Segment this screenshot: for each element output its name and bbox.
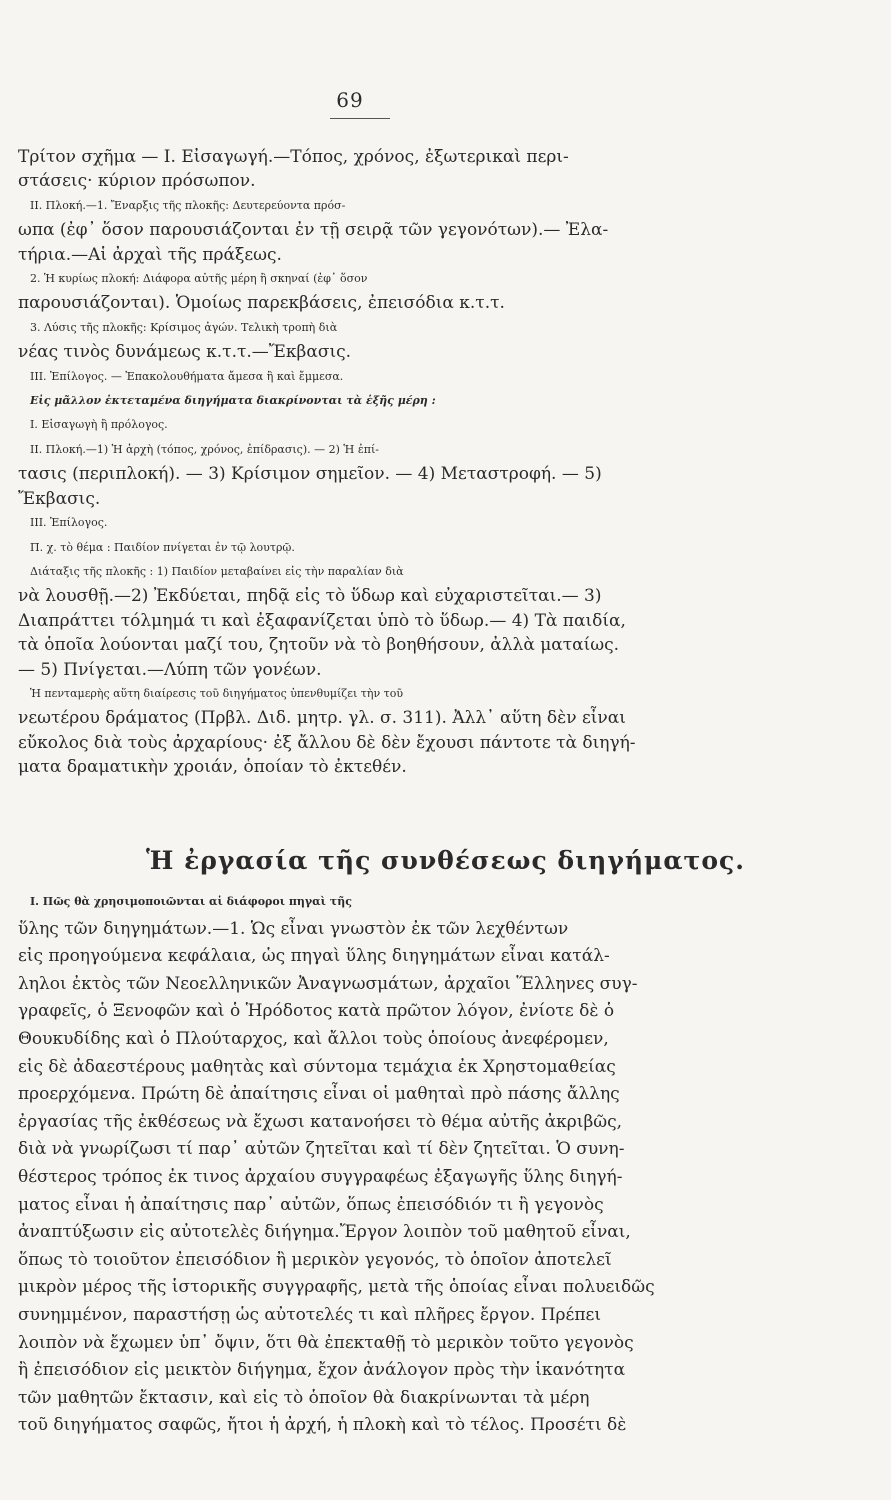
text-line: — 5) Πνίγεται.—Λύπη τῶν γονέων. (18, 659, 322, 680)
text-line: τήρια.—Αἱ ἀρχαὶ τῆς πράξεως. (18, 244, 282, 265)
text-line: Ἔκβασις. (18, 488, 101, 509)
text-line: Διάταξις τῆς πλοκῆς : 1) Παιδίον μεταβαίνει εἰς τὴν παραλίαν διὰ (30, 564, 404, 578)
text-line: ὕλης τῶν διηγημάτων.—1. Ὡς εἶναι γνωστὸν ἐκ τῶν λεχθέντων (18, 918, 569, 939)
text-line: Θουκυδίδης καὶ ὁ Πλούταρχος, καὶ ἄλλοι τοὺς ὁποίους ἀνεφέρομεν, (18, 1028, 609, 1049)
section-title: Ἡ ἐργασία τῆς συνθέσεως διηγήματος. (146, 846, 745, 875)
composition-section (18, 888, 718, 1440)
text-line: Ἡ πενταμερὴς αὕτη διαίρεσις τοῦ διηγήματος ὑπενθυμίζει τὴν τοῦ (30, 686, 404, 700)
text-line: ΙΙΙ. Ἐπίλογος. — Ἐπακολουθήματα ἄμεσα ἢ καὶ ἔμμεσα. (30, 369, 344, 383)
text-line: ὅπως τὸ τοιοῦτον ἐπεισόδιον ἢ μερικὸν γεγονός, τὸ ὁποῖον ἀποτελεῖ (18, 1249, 612, 1270)
text-line: εὔκολος διὰ τοὺς ἀρχαρίους· ἐξ ἄλλου δὲ δὲν ἔχουσι πάντοτε τὰ διηγή- (18, 732, 636, 753)
text-line: Εἰς μᾶλλον ἐκτεταμένα διηγήματα διακρίνονται τὰ ἑξῆς μέρη : (30, 394, 436, 408)
text-line: ληλοι ἐκτὸς τῶν Νεοελληνικῶν Ἀναγνωσμάτων, ἀρχαῖοι Ἕλληνες συγ- (18, 973, 638, 994)
outline-section (18, 145, 718, 780)
text-line: τῶν μαθητῶν ἔκτασιν, καὶ εἰς τὸ ὁποῖον θὰ διακρίνωνται τὰ μέρη (18, 1387, 590, 1408)
text-line: λοιπὸν νὰ ἔχωμεν ὑπ᾿ ὄψιν, ὅτι θὰ ἐπεκταθῇ τὸ μερικὸν τοῦτο γεγονὸς (18, 1332, 634, 1353)
header-rule (330, 118, 390, 119)
text-line: νέας τινὸς δυνάμεως κ.τ.τ.—Ἔκβασις. (18, 342, 352, 363)
text-line: εἰς δὲ ἀδαεστέρους μαθητὰς καὶ σύντομα τεμάχια ἐκ Χρηστομαθείας (18, 1056, 616, 1077)
text-line: ΙΙ. Πλοκή.—1. Ἔναρξις τῆς πλοκῆς: Δευτερεύοντα πρόσ- (30, 198, 346, 212)
text-line: ΙΙΙ. Ἐπίλογος. (30, 516, 108, 530)
text-line: παρουσιάζονται). Ὁμοίως παρεκβάσεις, ἐπεισόδια κ.τ.τ. (18, 293, 505, 314)
text-line: ΙΙ. Πλοκή.—1) Ἡ ἀρχὴ (τόπος, χρόνος, ἐπίδρασις). — 2) Ἡ ἐπί- (30, 442, 379, 456)
text-line: 2. Ἡ κυρίως πλοκή: Διάφορα αὐτῆς μέρη ἢ σκηναί (ἐφ᾿ ὅσον (30, 272, 368, 286)
text-line: εἰς προηγούμενα κεφάλαια, ὡς πηγαὶ ὕλης διηγημάτων εἶναι κατάλ- (18, 946, 610, 967)
text-line: Ι. Εἰσαγωγὴ ἢ πρόλογος. (30, 418, 168, 432)
page-number: 69 (336, 88, 364, 112)
text-line: προερχόμενα. Πρώτη δὲ ἀπαίτησις εἶναι οἱ μαθηταὶ πρὸ πάσης ἄλλης (18, 1084, 620, 1105)
text-line: τασις (περιπλοκή). — 3) Κρίσιμον σημεῖον. — 4) Μεταστροφή. — 5) (18, 464, 602, 485)
text-line: Π. χ. τὸ θέμα : Παιδίον πνίγεται ἐν τῷ λουτρῷ. (30, 540, 295, 554)
text-line: διὰ νὰ γνωρίζωσι τί παρ᾿ αὐτῶν ζητεῖται καὶ τί δὲν ζητεῖται. Ὁ συνη- (18, 1139, 625, 1160)
text-line: νὰ λουσθῇ.—2) Ἐκδύεται, πηδᾷ εἰς τὸ ὕδωρ καὶ εὐχαριστεῖται.— 3) (18, 586, 602, 607)
text-line: Διαπράττει τόλμημά τι καὶ ἐξαφανίζεται ὑπὸ τὸ ὕδωρ.— 4) Τὰ παιδία, (18, 610, 626, 631)
text-line: ἢ ἐπεισόδιον εἰς μεικτὸν διήγημα, ἔχον ἀνάλογον πρὸς τὴν ἱκανότητα (18, 1360, 626, 1381)
text-line: τὰ ὁποῖα λούονται μαζί του, ζητοῦν νὰ τὸ βοηθήσουν, ἀλλὰ ματαίως. (18, 635, 620, 656)
text-line: ματα δραματικὴν χροιάν, ὁποίαν τὸ ἐκτεθέν. (18, 757, 407, 778)
text-line: 3. Λύσις τῆς πλοκῆς: Κρίσιμος ἀγών. Τελικὴ τροπὴ διὰ (30, 320, 338, 334)
text-line: ἀναπτύξωσιν εἰς αὐτοτελὲς διήγημα.Ἔργον λοιπὸν τοῦ μαθητοῦ εἶναι, (18, 1222, 631, 1243)
text-line: γραφεῖς, ὁ Ξενοφῶν καὶ ὁ Ἡρόδοτος κατὰ πρῶτον λόγον, ἐνίοτε δὲ ὁ (18, 1001, 615, 1022)
text-line: ἐργασίας τῆς ἐκθέσεως νὰ ἔχωσι κατανοήσει τὸ θέμα αὐτῆς ἀκριβῶς, (18, 1111, 623, 1132)
text-line: νεωτέρου δράματος (Πρβλ. Διδ. μητρ. γλ. σ. 311). Ἀλλ᾿ αὕτη δὲν εἶναι (18, 708, 626, 729)
text-line: ωπα (ἐφ᾿ ὅσον παρουσιάζονται ἐν τῇ σειρᾷ τῶν γεγονότων).— Ἐλα- (18, 220, 609, 241)
text-line: τοῦ διηγήματος σαφῶς, ἤτοι ἡ ἀρχή, ἡ πλοκὴ καὶ τὸ τέλος. Προσέτι δὲ (18, 1415, 627, 1436)
text-line: μικρὸν μέρος τῆς ἱστορικῆς συγγραφῆς, μετὰ τῆς ὁποίας εἶναι πολυειδῶς (18, 1277, 655, 1298)
text-line: συνημμένον, παραστήσῃ ὡς αὐτοτελές τι καὶ πλῆρες ἔργον. Πρέπει (18, 1304, 601, 1325)
text-line: στάσεις· κύριον πρόσωπον. (18, 171, 256, 192)
text-line: ματος εἶναι ἡ ἀπαίτησις παρ᾿ αὐτῶν, ὅπως ἐπεισόδιόν τι ἢ γεγονὸς (18, 1194, 604, 1215)
text-line: Τρίτον σχῆμα — Ι. Εἰσαγωγή.—Τόπος, χρόνος, ἐξωτερικαὶ περι- (18, 147, 569, 167)
text-line: θέστερος τρόπος ἐκ τινος ἀρχαίου συγγραφέως ἐξαγωγῆς ὕλης διηγή- (18, 1166, 623, 1187)
subsection-heading: Ι. Πῶς θὰ χρησιμοποιῶνται αἱ διάφοροι πηγαὶ τῆς (30, 895, 352, 908)
